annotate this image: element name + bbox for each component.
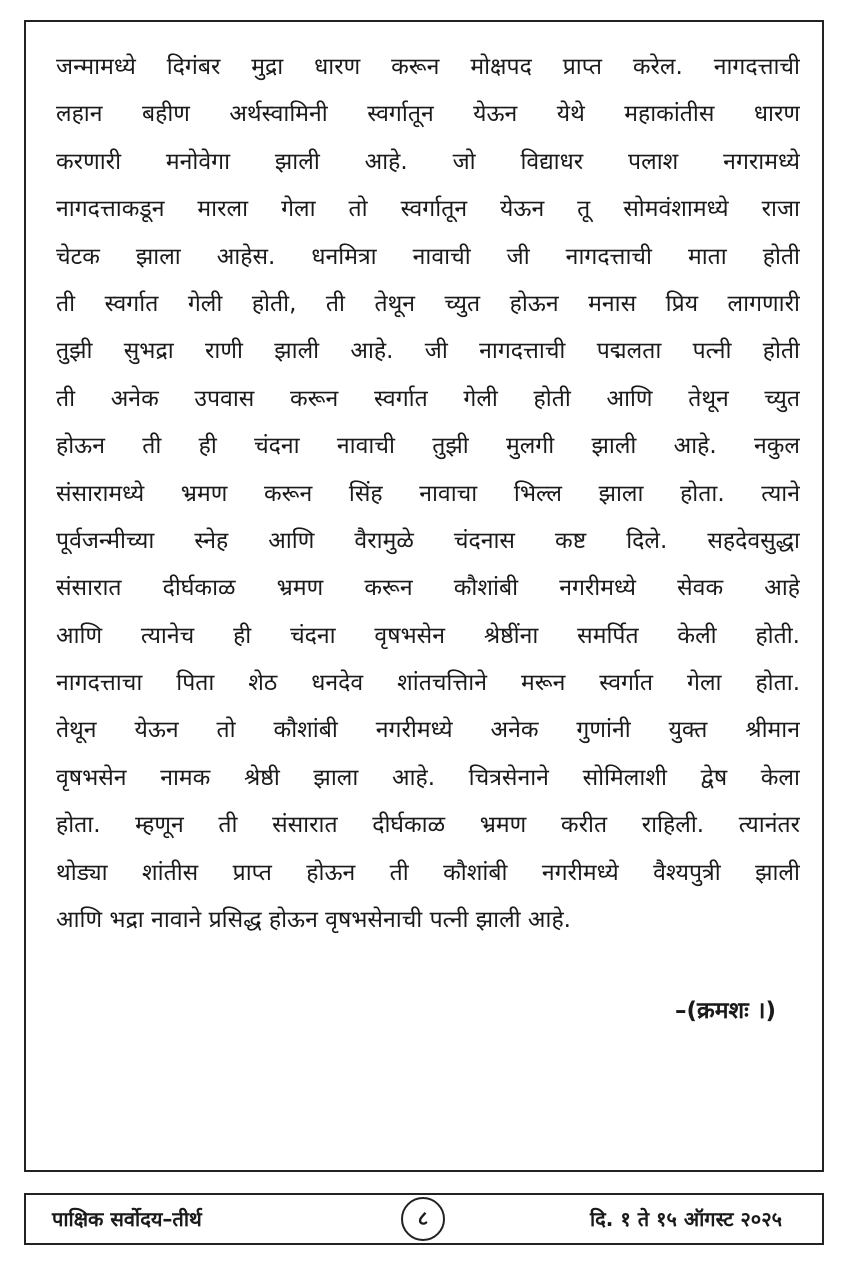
body-line: ती अनेक उपवास करून स्वर्गात गेली होती आणि तेथून च्युत (56, 385, 800, 412)
body-line: चेटक झाला आहेस. धनमित्रा नावाची जी नागदत्ताची माता होती (56, 243, 800, 270)
body-line: तेथून येऊन तो कौशांबी नगरीमध्ये अनेक गुणांनी युक्त श्रीमान (56, 717, 800, 744)
body-line: नागदत्ताचा पिता शेठ धनदेव शांतचत्तिाने मरून स्वर्गात गेला होता. (56, 670, 800, 697)
body-line: आणि त्यानेच ही चंदना वृषभसेन श्रेष्ठींना समर्पित केली होती. (56, 622, 800, 649)
to-be-continued-note: –(क्रमशः ।) (675, 998, 776, 1024)
body-line: लहान बहीण अर्थस्वामिनी स्वर्गातून येऊन येथे महाकांतीस धारण (56, 101, 800, 128)
page-footer (24, 1193, 824, 1245)
publication-name: पाक्षिक सर्वोदय–तीर्थ (52, 1207, 202, 1231)
body-line: करणारी मनोवेगा झाली आहे. जो विद्याधर पलाश नगरामध्ये (56, 148, 800, 175)
body-line: थोड्या शांतीस प्राप्त होऊन ती कौशांबी नगरीमध्ये वैश्यपुत्री झाली (56, 859, 800, 886)
article-body (56, 44, 800, 1024)
body-line: नागदत्ताकडून मारला गेला तो स्वर्गातून येऊन तू सोमवंशामध्ये राजा (56, 196, 800, 223)
body-line: तुझी सुभद्रा राणी झाली आहे. जी नागदत्ताची पद्मलता पत्नी होती (56, 338, 800, 365)
page-number: ८ (401, 1197, 445, 1241)
body-line: संसारात दीर्घकाळ भ्रमण करून कौशांबी नगरीमध्ये सेवक आहे (56, 575, 800, 602)
article-text-frame (24, 20, 824, 1172)
body-line: वृषभसेन नामक श्रेष्ठी झाला आहे. चित्रसेनाने सोमिलाशी द्वेष केला (56, 764, 800, 791)
body-line: ती स्वर्गात गेली होती, ती तेथून च्युत होऊन मनास प्रिय लागणारी (56, 290, 800, 317)
body-line: जन्मामध्ये दिगंबर मुद्रा धारण करून मोक्षपद प्राप्त करेल. नागदत्ताची (56, 54, 800, 80)
body-line: आणि भद्रा नावाने प्रसिद्ध होऊन वृषभसेनाची पत्नी झाली आहे. (56, 907, 571, 934)
body-line: पूर्वजन्मीच्या स्नेह आणि वैरामुळे चंदनास कष्ट दिले. सहदेवसुद्धा (56, 527, 800, 554)
body-line: संसारामध्ये भ्रमण करून सिंह नावाचा भिल्ल झाला होता. त्याने (56, 480, 800, 507)
body-line: होऊन ती ही चंदना नावाची तुझी मुलगी झाली आहे. नकुल (56, 433, 800, 460)
issue-date: दि. १ ते १५ ऑगस्ट २०२५ (590, 1207, 782, 1231)
body-line: होता. म्हणून ती संसारात दीर्घकाळ भ्रमण करीत राहिली. त्यानंतर (56, 812, 800, 839)
